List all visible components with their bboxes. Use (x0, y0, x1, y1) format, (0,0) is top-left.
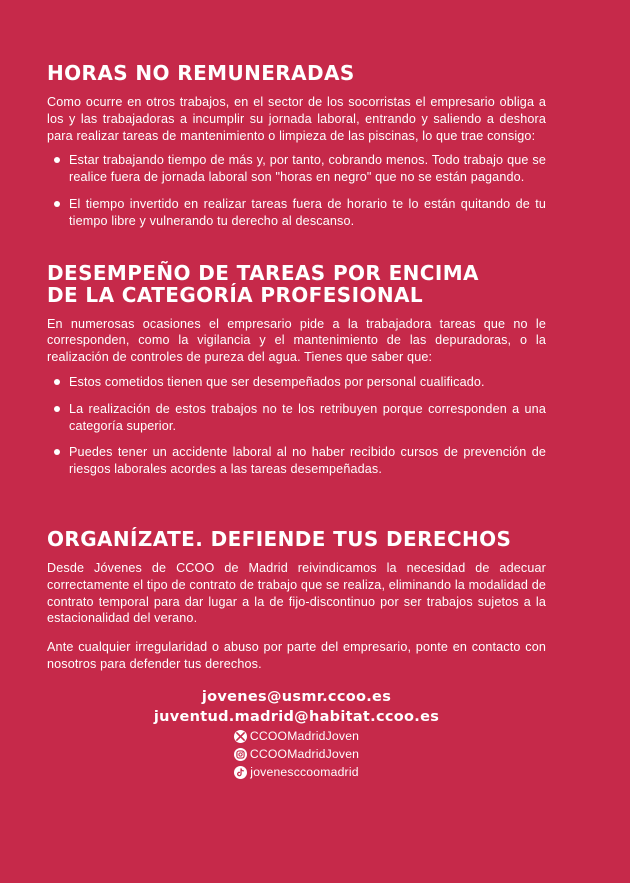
list-item-text: Estar trabajando tiempo de más y, por tanto, cobrando menos. Todo trabajo que se realice fuera de jornada laboral son "horas en negro" que no se están pagando. (69, 153, 546, 185)
section-heading-line1: DESEMPEÑO DE TAREAS POR ENCIMA (47, 260, 479, 285)
bullet-icon (54, 379, 60, 385)
section-unpaid-hours (47, 62, 546, 230)
tiktok-icon (234, 766, 247, 779)
list-item (47, 196, 546, 230)
bullet-list (47, 152, 546, 229)
social-tiktok[interactable] (47, 764, 546, 781)
bullet-icon (54, 201, 60, 207)
instagram-icon (234, 748, 247, 761)
section-heading (47, 262, 546, 306)
social-handle: jovenesccoomadrid (250, 764, 359, 779)
x-icon (234, 730, 247, 743)
section-intro: Como ocurre en otros trabajos, en el sector de los socorristas el empresario obliga a los y las trabajadoras a incumplir su jornada laboral, entrando y saliendo a deshora para realizar tareas de mantenimiento o limpieza de las piscinas, lo que trae consigo: (47, 95, 546, 143)
section-heading: ORGANÍZATE. DEFIENDE TUS DERECHOS (47, 526, 512, 551)
section-paragraph: Desde Jóvenes de CCOO de Madrid reivindicamos la necesidad de adecuar correctamente el tipo de contrato de trabajo que se realiza, eliminando la modalidad de contrato temporal para dar lugar a la de fijo-discontinuo por ser trabajos sujetos a la estacionalidad del verano. (47, 560, 546, 626)
list-item (47, 374, 546, 391)
email-link[interactable]: jovenes@usmr.ccoo.es (201, 688, 392, 705)
list-item (47, 444, 546, 478)
social-handle: CCOOMadridJoven (249, 746, 360, 761)
bullet-icon (54, 406, 60, 412)
section-organize (47, 528, 546, 673)
bullet-icon (54, 449, 60, 455)
contact-block (47, 687, 546, 781)
list-item-text: El tiempo invertido en realizar tareas fuera de horario te lo están quitando de tu tiempo libre y vulnerando tu derecho al descanso. (69, 196, 546, 228)
bullet-list (47, 374, 546, 478)
section-heading-line2: DE LA CATEGORÍA PROFESIONAL (47, 282, 424, 307)
section-paragraph: Ante cualquier irregularidad o abuso por parte del empresario, ponte en contacto con nosotros para defender tus derechos. (47, 640, 546, 671)
list-item-text: Puedes tener un accidente laboral al no haber recibido cursos de prevención de riesgos laborales acordes a las tareas desempeñadas. (69, 445, 546, 477)
bullet-icon (54, 157, 60, 163)
list-item-text: La realización de estos trabajos no te los retribuyen porque corresponden a una categoría superior. (69, 401, 546, 433)
social-handle: CCOOMadridJoven (249, 728, 360, 743)
email-link[interactable]: juventud.madrid@habitat.ccoo.es (153, 708, 440, 725)
section-higher-category-tasks (47, 262, 546, 478)
social-instagram[interactable] (47, 746, 546, 763)
list-item (47, 401, 546, 435)
list-item-text: Estos cometidos tienen que ser desempeñados por personal cualificado. (69, 374, 485, 389)
section-heading: HORAS NO REMUNERADAS (47, 61, 355, 85)
social-x[interactable] (47, 728, 546, 745)
section-intro: En numerosas ocasiones el empresario pide a la trabajadora tareas que no le corresponden, como la vigilancia y el mantenimiento de las depuradoras, o la realización de controles de pureza del agua. Tienes que saber que: (47, 316, 546, 365)
list-item (47, 152, 546, 186)
